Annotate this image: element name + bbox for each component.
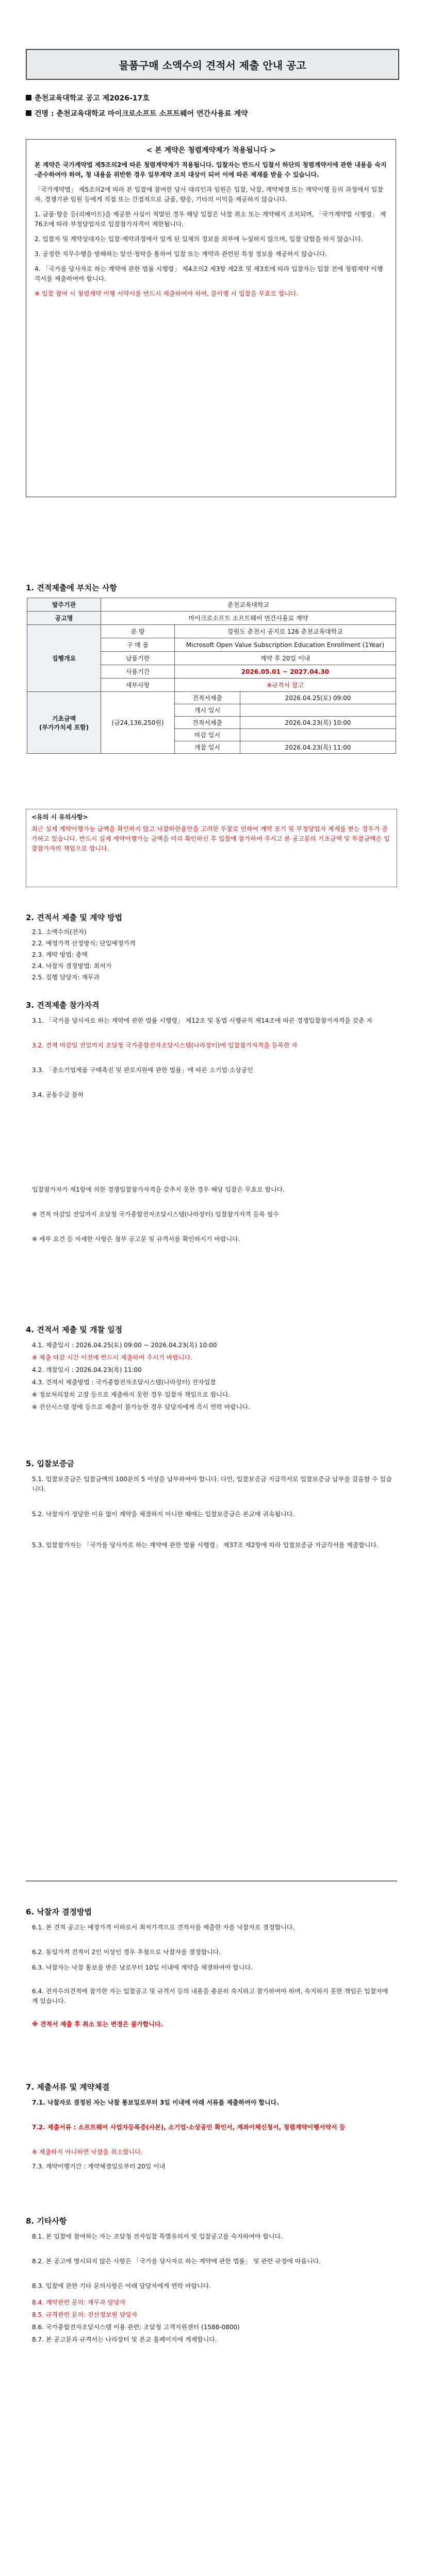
- section2-item: 2.4. 낙찰자 결정방법: 최저가: [32, 962, 112, 970]
- section7-item: 7.2. 제출서류 : 소프트웨어 사업자등록증(사본), 소기업·소상공인 확인서, 계좌이체신청서, 청렴계약이행서약서 등: [32, 2124, 346, 2131]
- section4-item: ※ 전산시스템 장애 등으로 제출이 불가능한 경우 담당자에게 즉시 연락 바랍니다.: [32, 1403, 250, 1411]
- section6-item: 6.3. 낙찰자는 낙찰 통보를 받은 날로부터 10일 이내에 계약을 체결하여야 합니다.: [32, 1964, 253, 1971]
- table-cell: 강원도 춘천시 공지로 126 춘천교육대학교: [175, 625, 396, 638]
- section6-item: 6.2. 동일가격 견적이 2인 이상인 경우 추첨으로 낙찰자를 결정합니다.: [32, 1948, 221, 1956]
- section4-item: 4.2. 개찰일시 : 2026.04.23(목) 11:00: [32, 1366, 142, 1374]
- section8-item: 8.1. 본 입찰에 참여하는 자는 조달청 전자입찰 특별유의서 및 입찰공고를 숙지하여야 합니다.: [32, 2233, 283, 2240]
- integrity-notice-p6: 4. 「국가를 당사자로 하는 계약에 관한 법률 시행령」 제4조의2 제3항 제2호 및 제3호에 따라 입찰자는 입찰 전에 청렴계약 이행각서를 제출하여야 합니다.: [35, 265, 383, 282]
- table-cell: 세부사항: [101, 679, 175, 692]
- table-cell: ※규격서 참고: [175, 679, 396, 692]
- section8-item: 8.4. 계약관련 문의: 재무과 담당자: [32, 2299, 126, 2306]
- section6-item: 6.1. 본 견적 공고는 예정가격 이하로서 최저가격으로 견적서를 제출한 자를 낙찰자로 결정합니다.: [32, 1924, 295, 1931]
- table-cell: 분 량: [101, 625, 175, 638]
- section8-item: 8.2. 본 공고에 명시되지 않은 사항은 「국가를 당사자로 하는 계약에 관한 법률」 및 관련 규정에 따릅니다.: [32, 2258, 321, 2265]
- section3-item: 3.3. 「중소기업제품 구매촉진 및 판로지원에 관한 법률」에 따른 소기업·소상공인: [32, 1066, 253, 1074]
- notice-number: [26, 93, 150, 103]
- integrity-notice-p3: 1. 금품·향응 등(리베이트)을 제공한 사실이 적발된 경우 해당 입찰은 낙찰 취소 또는 계약해지 조치되며, 「국가계약법 시행령」 제76조에 따라 부정당업자로 입찰참가자격이 제한됩니다.: [35, 211, 386, 228]
- section3-note: 입찰참가자가 제1항에 의한 경쟁입찰참가자격을 갖추지 못한 경우 해당 입찰은 무효로 합니다.: [32, 1186, 285, 1193]
- section7-item: 7.1. 낙찰자로 결정된 자는 낙찰 통보일로부터 3일 이내에 아래 서류를 제출하여야 합니다.: [32, 2099, 279, 2106]
- section2-item: 2.1. 소액수의(전자): [32, 928, 87, 936]
- section4-item: ※ 제출 마감 시간 이전에 반드시 제출하여 주시기 바랍니다.: [32, 1354, 193, 1361]
- opening-label: 개찰 일시: [175, 741, 240, 753]
- section3-item: 3.4. 공동수급 불허: [32, 1091, 84, 1098]
- table-cell: 2026.05.01 ~ 2027.04.30: [175, 665, 396, 679]
- divider: [26, 1880, 397, 1882]
- section4-heading: 4. 견적서 제출 및 개찰 일정: [26, 1325, 123, 1334]
- caution-box: [26, 809, 397, 887]
- section2-item: 2.3. 계약 방법: 총액: [32, 951, 88, 958]
- table-cell: [175, 704, 396, 717]
- section5-item: 5.2. 낙찰자가 정당한 이유 없이 계약을 체결하지 아니한 때에는 입찰보증금은 본교에 귀속됩니다.: [32, 1511, 295, 1518]
- base-price-value: (금24,136,250원): [101, 692, 175, 754]
- integrity-notice-p7: ※ 입찰 참여 시 청렴계약 이행 서약서를 반드시 제출하여야 하며, 불이행 시 입찰을 무효로 합니다.: [35, 290, 299, 297]
- caution-text: 최근 실제 계약이행가능 금액을 확인하지 않고 낙찰하한율만을 고려한 투찰로 인하여 계약 포기 및 부정당업자 제재를 받는 경우가 증가하고 있습니다. 반드시 실제 계약이행가능 금액을 미리 확인하신 후 입찰에 참가하여 주시고 본 공고문의 기초금액 및 투찰금액은 입찰참가자의 책임으로 합니다.: [31, 825, 390, 852]
- integrity-notice-p2: 「국가계약법」 제5조의2에 따라 본 입찰에 참여한 당사 대리인과 임원은 입찰, 낙찰, 계약체결 또는 계약이행 등의 과정에서 입찰자, 경쟁기관 임원 등에게 직접 또는 간접적으로 금품, 향응, 기타의 이익을 제공하지 않습니다.: [35, 186, 383, 203]
- table-cell: 납품기한: [101, 652, 175, 665]
- table-cell: 집행개요: [27, 625, 101, 692]
- section8-item: 8.3. 입찰에 관한 기타 문의사항은 아래 담당자에게 연락 바랍니다.: [32, 2282, 211, 2290]
- integrity-notice-p4: 2. 입찰자 및 계약상대자는 입찰·계약과정에서 알게 된 일체의 정보를 외부에 누설하지 않으며, 입찰 담합을 하지 않습니다.: [35, 235, 363, 243]
- table-cell: 사용기간: [101, 665, 175, 679]
- contract-name: [26, 108, 248, 118]
- table-cell: 춘천교육대학교: [101, 598, 396, 612]
- section7-heading: 7. 제출서류 및 계약체결: [26, 2082, 110, 2092]
- section6-item: ※ 견적서 제출 후 취소 또는 변경은 불가합니다.: [32, 2021, 163, 2028]
- submit-open-label: 견적서제출: [175, 692, 240, 704]
- table-cell: [175, 692, 396, 704]
- section8-item: 8.6. 국가종합전자조달시스템 이용 관련: 조달청 고객지원센터 (1588-0800): [32, 2324, 240, 2331]
- section3-item: 3.2. 견적 마감일 전일까지 조달청 국가종합전자조달시스템(나라장터)에 입찰참가자격을 등록한 자: [32, 1042, 298, 1049]
- section7-item: 7.3. 계약이행기간 : 계약체결일로부터 20일 이내: [32, 2163, 166, 2170]
- submit-open-label-2: 개시 일시: [175, 704, 240, 716]
- section2-item: 2.5. 집행 담당자: 재무과: [32, 974, 100, 981]
- submit-open-value: 2026.04.25(토) 09:00: [285, 694, 351, 702]
- table-cell: [175, 729, 396, 741]
- section3-heading: 3. 견적제출 참가자격: [26, 1001, 100, 1010]
- notice-title: 물품구매 소액수의 견적서 제출 안내 공고: [26, 49, 399, 80]
- section5-item: 5.3. 입찰참가자는 「국가를 당사자로 하는 계약에 관한 법률 시행령」 제37조 제2항에 따라 입찰보증금 지급각서를 제출합니다.: [32, 1541, 379, 1549]
- integrity-notice-box: [26, 139, 396, 497]
- section4-item: ※ 정보처리장치 고장 등으로 제출하지 못한 경우 입찰자 책임으로 합니다.: [32, 1391, 231, 1398]
- table-row: [27, 625, 396, 638]
- table-row: [27, 692, 396, 704]
- table-cell: 구 매 품: [101, 638, 175, 652]
- bullet-square-icon: [26, 110, 31, 116]
- base-price-vat-label: (부가가치세 포함): [39, 723, 89, 731]
- section8-item: 8.7. 본 공고문과 규격서는 나라장터 및 본교 홈페이지에 게재합니다.: [32, 2336, 217, 2343]
- integrity-notice-p5: 3. 공정한 직무수행을 방해하는 알선·청탁을 통하여 입찰 또는 계약과 관련된 특정 정보를 제공하지 않습니다.: [35, 250, 327, 258]
- bullet-square-icon: [26, 95, 31, 100]
- info-table: [27, 598, 396, 754]
- table-cell: [175, 741, 396, 754]
- submit-close-label-2: 마감 일시: [175, 729, 240, 741]
- section2-heading: 2. 견적서 제출 및 계약 방법: [26, 913, 123, 922]
- table-cell: [175, 717, 396, 729]
- section5-heading: 5. 입찰보증금: [26, 1459, 74, 1468]
- table-row: [27, 598, 396, 612]
- submit-close-value: 2026.04.23(목) 10:00: [285, 719, 351, 726]
- notice-number-text: 춘천교육대학교 공고 제2026-17호: [35, 94, 150, 103]
- contract-name-text: 건명 : 춘천교육대학교 마이크로소프트 소프트웨어 연간사용료 계약: [35, 110, 248, 118]
- table-cell: 발주기관: [27, 598, 101, 612]
- caution-heading: <유의 시 유의사항>: [31, 814, 88, 821]
- section6-item: 6.4. 전자수의견적에 참가한 자는 입찰공고 및 규격서 등의 내용을 충분히 숙지하고 참가하여야 하며, 숙지하지 못한 책임은 입찰자에게 있습니다.: [32, 1988, 388, 2005]
- table-cell: 계약 후 20일 이내: [175, 652, 396, 665]
- section7-item: ※ 제출하지 아니하면 낙찰을 취소합니다.: [32, 2148, 143, 2156]
- base-price-label: 기초금액: [52, 715, 76, 722]
- table-cell: Microsoft Open Value Subscription Education Enrollment (1Year): [175, 638, 396, 652]
- integrity-notice-p1: 본 계약은 국가계약법 제5조의2에 따른 청렴계약제가 적용됩니다. 입찰자는 반드시 입찰서 하단의 청렴계약서에 관한 내용을 숙지·준수하여야 하며, 청 내용을 위반한 경우 일부계약 조치 대상이 되어 이에 따른 제재를 받을 수 있습니다.: [35, 161, 387, 178]
- table-cell: 공고명: [27, 612, 101, 625]
- section3-item: 3.1. 「국가를 당사자로 하는 계약에 관한 법률 시행령」 제12조 및 동법 시행규칙 제14조에 따른 경쟁입찰참가자격을 갖춘 자: [32, 1017, 373, 1024]
- section3-note: ※ 세부 요건 등 자세한 사항은 첨부 공고문 및 규격서를 확인하시기 바랍니다.: [32, 1235, 240, 1243]
- opening-value: 2026.04.23(목) 11:00: [285, 744, 351, 751]
- submit-close-label: 견적서제출: [175, 717, 240, 728]
- section6-heading: 6. 낙찰자 결정방법: [26, 1907, 92, 1917]
- table-cell: [27, 692, 101, 754]
- section4-item: 4.1. 제출일시 : 2026.04.25(토) 09:00 ~ 2026.04.23(목) 10:00: [32, 1342, 217, 1349]
- section5-item: 5.1. 입찰보증금은 입찰금액의 100분의 5 이상을 납부하여야 합니다. 다만, 입찰보증금 지급각서로 입찰보증금 납부를 갈음할 수 있습니다.: [32, 1476, 392, 1493]
- section4-item: 4.3. 견적서 제출방법 : 국가종합전자조달시스템(나라장터) 전자입찰: [32, 1379, 216, 1386]
- section1-heading: 1. 견적제출에 부치는 사항: [26, 583, 117, 592]
- section8-item: 8.5. 규격관련 문의: 전산정보원 담당자: [32, 2311, 138, 2318]
- section8-heading: 8. 기타사항: [26, 2216, 67, 2226]
- section2-item: 2.2. 예정가격 산정방식: 단일예정가격: [32, 940, 136, 947]
- table-cell: 마이크로소프트 소프트웨어 연간사용료 계약: [101, 612, 396, 625]
- table-row: [27, 612, 396, 625]
- section3-note: ※ 견적 마감일 전일까지 조달청 국가종합전자조달시스템(나라장터) 입찰참가자격 등록 필수: [32, 1211, 279, 1218]
- integrity-notice-title: < 본 계약은 청렴계약제가 적용됩니다 >: [146, 146, 276, 155]
